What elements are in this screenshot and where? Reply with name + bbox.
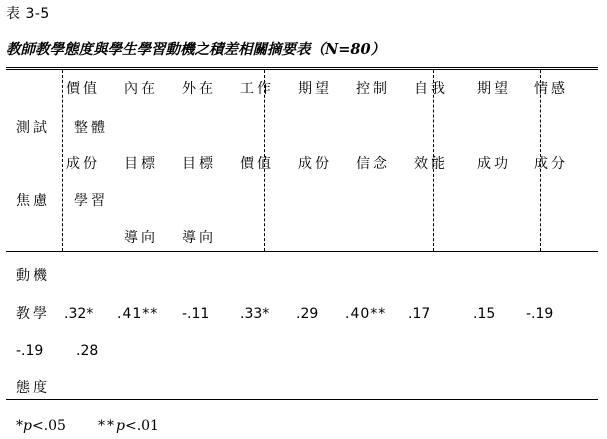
- top-rule: [6, 67, 598, 68]
- table-cell: .29: [296, 306, 319, 322]
- header-cell: 學習: [74, 193, 108, 209]
- header-cell: 外在: [182, 81, 216, 97]
- header-cell: 自我: [414, 81, 448, 97]
- header-cell: 價值: [66, 81, 100, 97]
- header-cell: 目標: [124, 156, 158, 172]
- header-cell: 期望: [298, 81, 332, 97]
- significance-note-05: *p<.05: [16, 418, 66, 434]
- table-cell: .32*: [64, 306, 94, 322]
- header-cell: 效能: [414, 156, 448, 172]
- header-cell: 成功: [477, 156, 511, 172]
- header-cell: 導向: [182, 230, 216, 246]
- table-cell: .17: [408, 306, 431, 322]
- group-label-motivation: 動機: [16, 268, 50, 284]
- header-cell: 期望: [477, 81, 511, 97]
- header-cell: 成分: [534, 156, 568, 172]
- header-cell: 成份: [66, 156, 100, 172]
- header-cell: 導向: [124, 230, 158, 246]
- header-cell: 內在: [124, 81, 158, 97]
- header-cell: 成份: [298, 156, 332, 172]
- row-label-teaching: 教學: [16, 306, 50, 322]
- row-stub-test: 測試: [16, 120, 50, 136]
- row-label-attitude: 態度: [16, 380, 50, 396]
- top-rule-double: [6, 69, 598, 70]
- header-cell: 目標: [182, 156, 216, 172]
- table-title: 教師教學態度與學生學習動機之積差相關摘要表（N=80）: [6, 41, 386, 58]
- table-cell: -.19: [526, 306, 554, 322]
- table-cell: .41**: [117, 306, 159, 322]
- header-cell: 工作: [240, 81, 274, 97]
- header-cell: 整體: [74, 120, 108, 136]
- table-cell: -.11: [182, 306, 210, 322]
- row-stub-anxiety: 焦慮: [16, 193, 50, 209]
- table-cell: .40**: [345, 306, 387, 322]
- header-rule: [6, 251, 598, 252]
- table-cell: .33*: [240, 306, 270, 322]
- bottom-rule: [6, 399, 598, 400]
- column-divider: [62, 70, 63, 251]
- table-caption: 表 3-5: [6, 6, 50, 22]
- header-cell: 控制: [356, 81, 390, 97]
- header-cell: 情感: [534, 81, 568, 97]
- header-cell: 信念: [356, 156, 390, 172]
- table-cell: .28: [76, 343, 99, 359]
- header-cell: 價值: [240, 156, 274, 172]
- table-cell: .15: [473, 306, 496, 322]
- table-cell: -.19: [16, 343, 44, 359]
- significance-note-01: **p<.01: [98, 418, 159, 434]
